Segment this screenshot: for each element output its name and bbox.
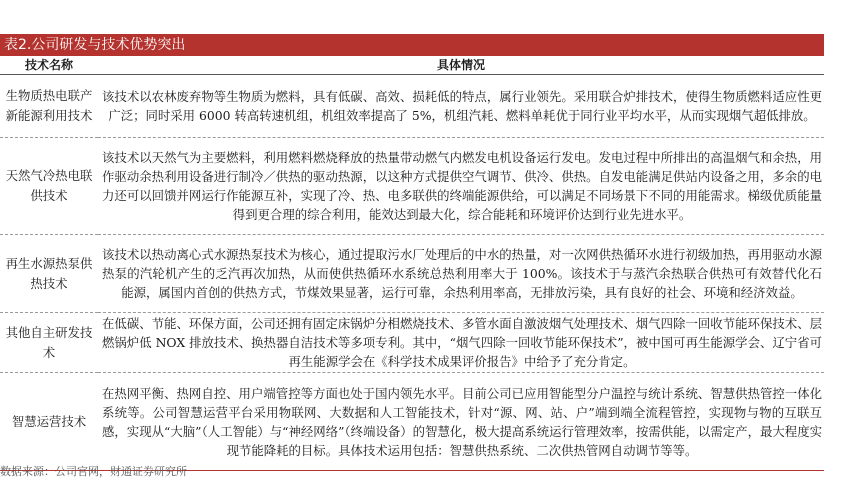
tech-detail: 在热网平衡、热网自控、用户端管控等方面也处于国内领先水平。目前公司已应用智能型分户温控与统计系统、智慧供热管控一体化系统等。公司智慧运营平台采用物联网、大数据和人工智能技术，针对“源、网、站、户”端到端全流程管控，实现物与物的互联互感，实现从“大脑”（人工智能）与“神经网络”（终端设备）的智慧化，极大提高系统运行管理效率，按需供能，以需定产，最大程度实现节能降耗的目标。具体技术运用包括：智慧供热系统、二次供热管网自动调节等等。 [98, 373, 824, 471]
header-detail: 具体情况 [98, 56, 824, 75]
tech-detail: 该技术以农林废弃物等生物质为燃料，具有低碳、高效、损耗低的特点，属行业领先。采用联合炉排技术，使得生物质燃料适应性更广泛；同时采用 6000 转高转速机组，机组效率提高了 5%，机组汽耗、燃料单耗优于同行业平均水平，从而实现烟气超低排放。 [98, 75, 824, 138]
tech-detail: 该技术以热动离心式水源热泵技术为核心，通过提取污水厂处理后的中水的热量，对一次网供热循环水进行初级加热，再用驱动水源热泵的汽轮机产生的乏汽再次加热，从而使供热循环水系统总热利用率大于 100%。该技术于与蒸汽余热联合供热可有效替代化石能源，属国内首创的供热方式，节煤效果显著，运行可靠，余热利用率高，无排放污染，具有良好的社会、环境和经济效益。 [98, 235, 824, 313]
table-title: 表2.公司研发与技术优势突出 [0, 34, 824, 56]
table-row [0, 235, 824, 313]
tech-name: 天然气冷热电联供技术 [0, 138, 98, 235]
tech-detail: 该技术以天然气为主要燃料，利用燃料燃烧释放的热量带动燃气内燃发电机设备运行发电。发电过程中所排出的高温烟气和余热，用作驱动余热利用设备进行制冷／供热的驱动热源，以这种方式提供空气调节、供冷、供热。自发电能满足供站内设备之用，多余的电力还可以回馈并网运行作能源互补，实现了冷、热、电多联供的终端能源供给，可以满足不同场景下不同的用能需求。梯级优质能量得到更合理的综合利用，能效达到最大化，综合能耗和环境评价达到行业先进水平。 [98, 138, 824, 235]
table-row [0, 313, 824, 373]
tech-name: 其他自主研发技术 [0, 313, 98, 373]
tech-name: 智慧运营技术 [0, 373, 98, 471]
tech-table [0, 56, 824, 471]
table-row [0, 373, 824, 471]
data-source-note: 数据来源：公司官网，财通证券研究所 [0, 465, 187, 478]
table-row [0, 138, 824, 235]
table-row [0, 75, 824, 138]
table-header-row [0, 56, 824, 75]
tech-name: 再生水源热泵供热技术 [0, 235, 98, 313]
header-tech-name: 技术名称 [0, 56, 98, 75]
tech-name: 生物质热电联产新能源利用技术 [0, 75, 98, 138]
tech-detail: 在低碳、节能、环保方面，公司还拥有固定床锅炉分相燃烧技术、多管水面自激波烟气处理技术、烟气四除一回收节能环保技术、层燃锅炉低 NOX 排放技术、换热器自洁技术等多项专利。其中，“烟气四除一回收节能环保技术”，被中国可再生能源学会、辽宁省可再生能源学会在《科学技术成果评价报告》中给予了充分肯定。 [98, 313, 824, 373]
